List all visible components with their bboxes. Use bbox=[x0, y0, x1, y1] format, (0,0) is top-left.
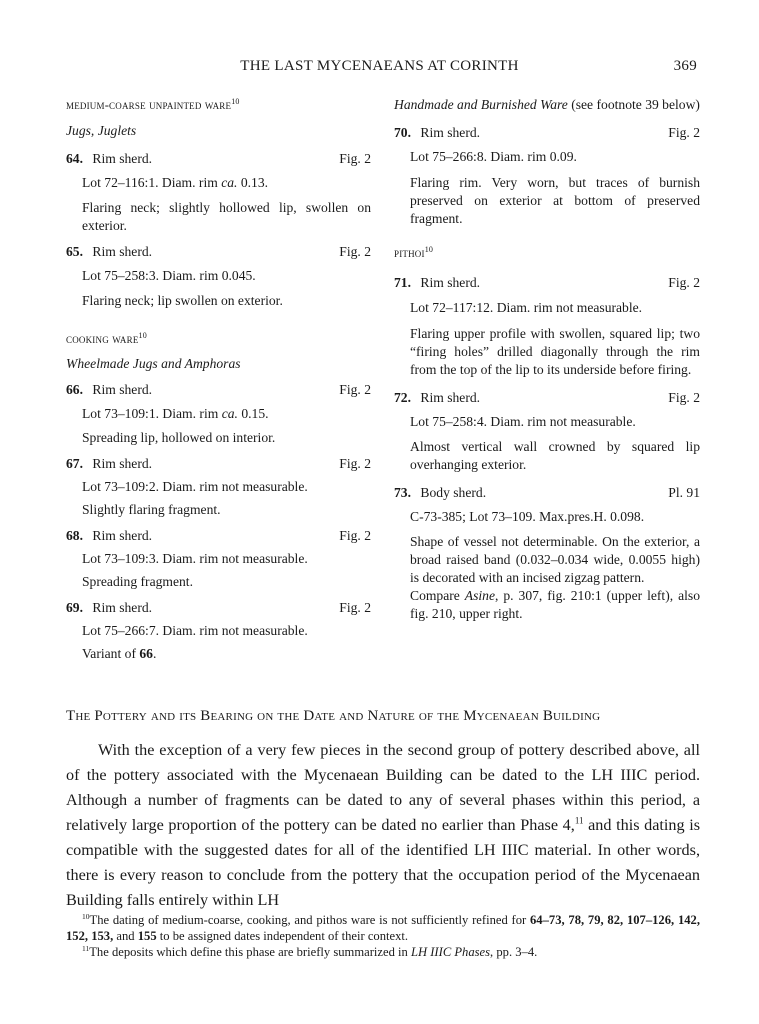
entry-number: 73. bbox=[394, 485, 411, 500]
left-column bbox=[66, 96, 371, 663]
footnote-11 bbox=[66, 944, 700, 960]
figure-ref: Fig. 2 bbox=[668, 390, 700, 405]
right-column bbox=[394, 96, 700, 623]
entry-lot: Lot 75–258:4. Diam. rim not measurable. bbox=[410, 414, 636, 429]
figure-ref: Fig. 2 bbox=[339, 382, 371, 397]
entry-head bbox=[66, 527, 371, 545]
footnote-text: The deposits which define this phase are briefly summarized in bbox=[89, 945, 411, 959]
footnote-text-and: and bbox=[113, 929, 138, 943]
figure-ref: Fig. 2 bbox=[668, 125, 700, 140]
entry-description: Spreading fragment. bbox=[82, 574, 193, 589]
entry-description: Flaring neck; lip swollen on exterior. bbox=[82, 293, 283, 308]
figure-ref: Fig. 2 bbox=[339, 600, 371, 615]
entry-label: Rim sherd. bbox=[420, 275, 481, 290]
entry-label: Body sherd. bbox=[420, 485, 487, 500]
entry-lot: C-73-385; Lot 73–109. Max.pres.H. 0.098. bbox=[410, 509, 645, 524]
compare-rest: , p. 307, fig. 210:1 (upper left), also fig. 210, upper right. bbox=[410, 588, 700, 621]
lot-text-end: 0.13. bbox=[237, 175, 269, 190]
catalog-entry-65 bbox=[66, 243, 371, 310]
entry-description: Spreading lip, hollowed on interior. bbox=[82, 430, 276, 445]
footnote-number: 10 bbox=[82, 911, 90, 921]
entry-head bbox=[66, 381, 371, 399]
lot-ca: ca. bbox=[221, 175, 238, 190]
entry-number: 68. bbox=[66, 528, 83, 543]
footnote-ref: 11 bbox=[574, 815, 584, 826]
cross-reference: 66 bbox=[139, 646, 153, 661]
catalog-entry-73 bbox=[394, 484, 700, 623]
section-heading: The Pottery and its Bearing on the Date and Nature of the Mycenaean Building bbox=[66, 708, 601, 724]
entry-number: 65. bbox=[66, 244, 83, 259]
entry-head bbox=[394, 124, 700, 142]
entry-label: Rim sherd. bbox=[92, 244, 153, 259]
catalog-entry-72 bbox=[394, 389, 700, 474]
entry-number: 71. bbox=[394, 275, 411, 290]
footnote-title: LH IIIC Phases bbox=[410, 945, 491, 959]
entry-head bbox=[66, 150, 371, 168]
entry-label: Rim sherd. bbox=[420, 390, 481, 405]
footnotes bbox=[66, 912, 700, 960]
section-label-text: cooking ware bbox=[66, 332, 139, 346]
compare-text: Compare bbox=[410, 588, 465, 603]
figure-ref: Fig. 2 bbox=[339, 456, 371, 471]
footnote-catalog-ref-155: 155 bbox=[137, 929, 157, 943]
catalog-entry-66 bbox=[66, 381, 371, 447]
body-paragraph bbox=[66, 738, 700, 913]
entry-description bbox=[66, 645, 371, 663]
lot-text: Lot 73–109:1. Diam. rim bbox=[82, 406, 222, 421]
entry-lot: Lot 73–109:2. Diam. rim not measurable. bbox=[82, 479, 308, 494]
footnote-number: 11 bbox=[82, 943, 90, 953]
subsection-wheelmade: Wheelmade Jugs and Amphoras bbox=[66, 356, 241, 371]
section-label-text: medium-coarse unpainted ware bbox=[66, 98, 232, 112]
subsection-note: (see footnote 39 below) bbox=[567, 97, 700, 112]
lot-text-end: 0.15. bbox=[237, 406, 269, 421]
entry-description: Shape of vessel not determinable. On the exterior, a broad raised band (0.032–0.034 wide, 0.0055 high) is decorated with an incised zigzag pattern. bbox=[410, 534, 700, 585]
entry-head bbox=[66, 599, 371, 617]
subsection-title: Handmade and Burnished Ware bbox=[394, 97, 568, 112]
catalog-entry-70 bbox=[394, 124, 700, 228]
entry-label: Rim sherd. bbox=[92, 382, 153, 397]
page-number: 369 bbox=[673, 58, 697, 74]
catalog-entry-68 bbox=[66, 527, 371, 591]
catalog-entry-69 bbox=[66, 599, 371, 663]
footnote-catalog-refs: 64–73, 78, 79, 82, 107–126, 142, 152, 153, bbox=[66, 913, 700, 943]
footnote-ref: 10 bbox=[424, 244, 434, 254]
entry-label: Rim sherd. bbox=[92, 151, 153, 166]
entry-lot: Lot 75–258:3. Diam. rim 0.045. bbox=[82, 268, 256, 283]
desc-end: . bbox=[152, 646, 157, 661]
footnote-text-end: , pp. 3–4. bbox=[490, 945, 538, 959]
entry-head bbox=[394, 484, 700, 502]
entry-label: Rim sherd. bbox=[92, 456, 153, 471]
figure-ref: Fig. 2 bbox=[339, 151, 371, 166]
entry-number: 64. bbox=[66, 151, 83, 166]
entry-description: Almost vertical wall crowned by squared lip overhanging exterior. bbox=[410, 439, 700, 472]
entry-number: 69. bbox=[66, 600, 83, 615]
entry-number: 70. bbox=[394, 125, 411, 140]
entry-compare bbox=[394, 587, 700, 623]
footnote-text-end: to be assigned dates independent of their context. bbox=[156, 929, 409, 943]
catalog-entry-67 bbox=[66, 455, 371, 519]
entry-description: Flaring rim. Very worn, but traces of burnish preserved on exterior at bottom of preserved fragment. bbox=[410, 175, 700, 226]
entry-lot bbox=[66, 174, 371, 192]
running-title: THE LAST MYCENAEANS AT CORINTH bbox=[240, 58, 519, 74]
entry-lot: Lot 75–266:8. Diam. rim 0.09. bbox=[410, 149, 577, 164]
entry-number: 67. bbox=[66, 456, 83, 471]
entry-head bbox=[394, 274, 700, 292]
entry-description: Flaring upper profile with swollen, squared lip; two “firing holes” drilled diagonally through the rim from the top of the lip to its underside before firing. bbox=[410, 326, 700, 377]
catalog-entry-71 bbox=[394, 274, 700, 379]
subsection-handmade bbox=[394, 96, 700, 114]
entry-lot bbox=[66, 405, 371, 423]
figure-ref: Fig. 2 bbox=[339, 528, 371, 543]
desc-text: Variant of bbox=[82, 646, 140, 661]
running-head bbox=[0, 58, 759, 80]
entry-head bbox=[66, 243, 371, 261]
entry-lot: Lot 73–109:3. Diam. rim not measurable. bbox=[82, 551, 308, 566]
section-label-medium-coarse bbox=[66, 96, 371, 114]
section-label-pithoi bbox=[394, 244, 700, 262]
footnote-text: The dating of medium-coarse, cooking, and pithos ware is not sufficiently refined for bbox=[89, 913, 530, 927]
entry-number: 72. bbox=[394, 390, 411, 405]
entry-lot: Lot 72–117:12. Diam. rim not measurable. bbox=[410, 300, 643, 315]
figure-ref: Fig. 2 bbox=[339, 244, 371, 259]
section-label-cooking bbox=[66, 330, 371, 348]
footnote-10 bbox=[66, 912, 700, 944]
lot-ca: ca. bbox=[221, 406, 238, 421]
subsection-jugs: Jugs, Juglets bbox=[66, 123, 137, 138]
lot-text: Lot 72–116:1. Diam. rim bbox=[82, 175, 222, 190]
entry-label: Rim sherd. bbox=[92, 600, 153, 615]
entry-head bbox=[66, 455, 371, 473]
compare-title: Asine bbox=[464, 588, 495, 603]
entry-description: Slightly flaring fragment. bbox=[82, 502, 221, 517]
entry-lot: Lot 75–266:7. Diam. rim not measurable. bbox=[82, 623, 308, 638]
catalog-entry-64 bbox=[66, 150, 371, 235]
plate-ref: Pl. 91 bbox=[668, 485, 700, 500]
footnote-ref: 10 bbox=[231, 96, 240, 106]
entry-number: 66. bbox=[66, 382, 83, 397]
body-text-rest: and this dating is compatible with the suggested dates for all of the identified LH IIIC material. In other words, there is every reason to conclude from the pottery that the occupation period of the Mycenaean Building falls entirely within LH bbox=[66, 816, 700, 909]
section-label-text: pithoi bbox=[394, 246, 425, 260]
entry-head bbox=[394, 389, 700, 407]
figure-ref: Fig. 2 bbox=[668, 275, 700, 290]
entry-description: Flaring neck; slightly hollowed lip, swollen on exterior. bbox=[82, 200, 371, 233]
entry-label: Rim sherd. bbox=[92, 528, 153, 543]
footnote-ref: 10 bbox=[138, 330, 147, 340]
entry-label: Rim sherd. bbox=[420, 125, 481, 140]
body-text: With the exception of a very few pieces in the second group of pottery described above, all of the pottery associated with the Mycenaean Building can be dated to the LH IIIC period. Although a number of fragments can be dated to any of several phases within this period, a relatively large proportion of the pottery can be dated no earlier than Phase 4, bbox=[66, 741, 700, 834]
